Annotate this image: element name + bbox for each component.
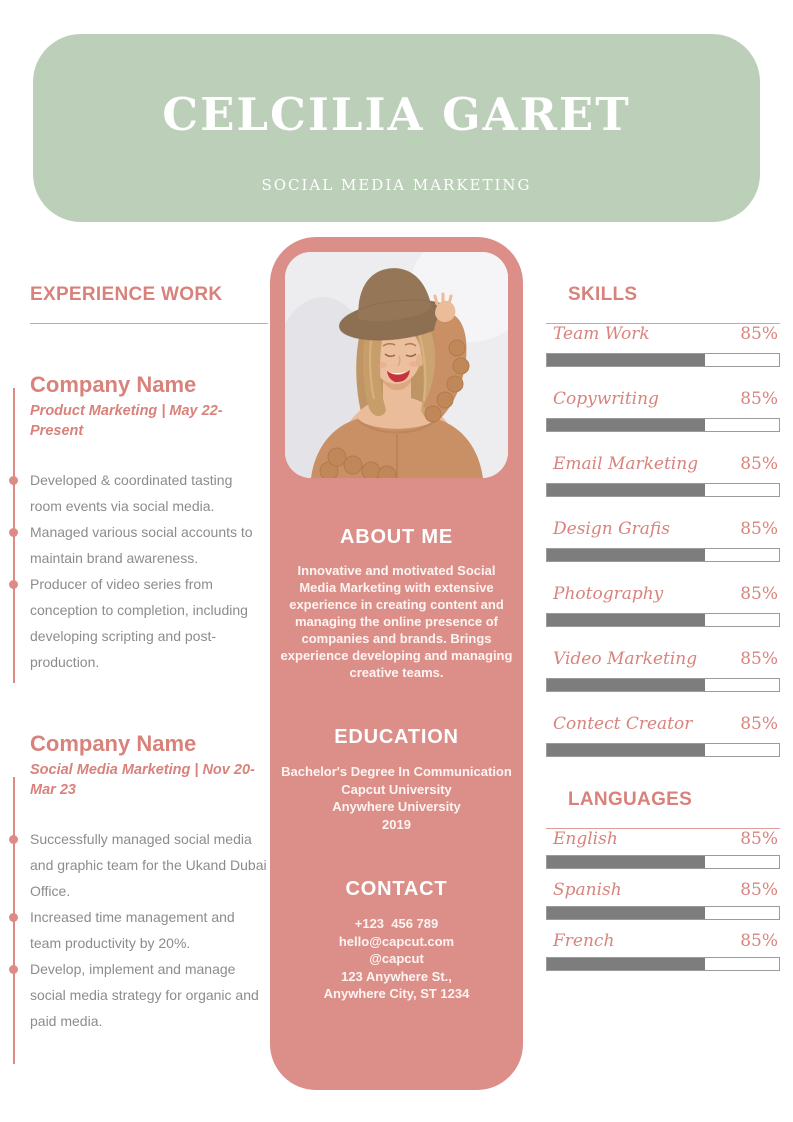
skill-item <box>546 454 780 497</box>
language-item <box>546 931 780 971</box>
skills-section <box>546 284 780 982</box>
language-bar <box>546 855 780 869</box>
language-item <box>546 880 780 920</box>
contact-email: hello@capcut.com <box>338 933 455 949</box>
skill-bar <box>546 743 780 757</box>
skill-name: Photography <box>553 584 664 604</box>
skill-bar <box>546 678 780 692</box>
job-role: Product Marketing | May 22-Present <box>30 403 223 439</box>
education-line: Anywhere University <box>332 799 461 814</box>
skill-name: Copywriting <box>553 389 659 409</box>
education-line: Bachelor's Degree In Communication <box>281 764 512 779</box>
language-bar-fill <box>547 856 705 868</box>
language-bar-fill <box>547 907 705 919</box>
language-item <box>546 829 780 869</box>
portrait-illustration <box>285 252 508 478</box>
skill-item <box>546 584 780 627</box>
language-bar-fill <box>547 958 705 970</box>
job-bullet-list <box>30 826 268 1034</box>
skill-percent: 85% <box>740 714 778 734</box>
education-details <box>278 763 515 833</box>
skill-bar-fill <box>547 614 705 626</box>
skill-bar-fill <box>547 744 705 756</box>
skill-name: Team Work <box>553 324 650 344</box>
contact-heading: CONTACT <box>345 878 448 900</box>
job-bullet: Increased time management and team productivity by 20%. <box>30 904 268 956</box>
language-bar <box>546 957 780 971</box>
job-bullet: Successfully managed social media and graphic team for the Ukand Dubai Office. <box>30 826 268 904</box>
skill-name: Email Marketing <box>553 454 699 474</box>
contact-details <box>278 915 515 1003</box>
person-job-title: SOCIAL MEDIA MARKETING <box>261 176 532 194</box>
skills-heading: SKILLS <box>568 284 638 305</box>
skill-name: Contect Creator <box>553 714 693 734</box>
skill-bar-fill <box>547 679 705 691</box>
contact-address-line2: Anywhere City, ST 1234 <box>323 986 470 1001</box>
language-name: Spanish <box>553 880 622 900</box>
skill-item <box>546 649 780 692</box>
skill-name: Design Grafis <box>553 519 670 539</box>
job-entry-2 <box>30 731 268 1034</box>
profile-panel <box>270 237 523 1090</box>
education-line: Capcut University <box>341 781 452 797</box>
about-text: Innovative and motivated Social Media Marketing with extensive experience in creating content and managing the online presence of companies and brands. Brings experience developing and managing creative teams. <box>280 563 513 680</box>
job-entry-1 <box>30 372 268 675</box>
languages-heading: LANGUAGES <box>568 789 693 810</box>
job-bullet: Producer of video series from conception to completion, including developing scripting and post-production. <box>30 571 268 675</box>
experience-divider <box>30 323 268 324</box>
skill-bar-fill <box>547 419 705 431</box>
company-name: Company Name <box>30 731 197 756</box>
contact-phone: +123 456 789 <box>354 916 439 931</box>
job-bullet: Develop, implement and manage social media strategy for organic and paid media. <box>30 956 268 1034</box>
skill-name: Video Marketing <box>553 649 698 669</box>
person-name: CELCILIA GARET <box>162 88 631 141</box>
contact-handle: @capcut <box>369 951 424 966</box>
skill-percent: 85% <box>740 649 778 669</box>
experience-section <box>30 284 268 1034</box>
experience-heading: EXPERIENCE WORK <box>30 284 223 305</box>
skill-bar <box>546 418 780 432</box>
education-line: 2019 <box>382 816 411 832</box>
language-percent: 85% <box>740 931 778 951</box>
company-name: Company Name <box>30 372 197 397</box>
contact-address-line1: 123 Anywhere St., <box>341 968 452 984</box>
skill-bar <box>546 353 780 367</box>
language-percent: 85% <box>740 829 778 849</box>
job-bullet-list <box>30 467 268 675</box>
skill-bar <box>546 483 780 497</box>
about-heading: ABOUT ME <box>339 526 454 548</box>
job-role: Social Media Marketing | Nov 20-Mar 23 <box>30 762 255 798</box>
skill-percent: 85% <box>740 454 778 474</box>
skill-percent: 85% <box>740 519 778 539</box>
skill-bar-fill <box>547 484 705 496</box>
language-name: English <box>553 829 618 849</box>
header-banner <box>33 34 760 222</box>
skill-bar <box>546 613 780 627</box>
skill-item <box>546 714 780 757</box>
skill-bar-fill <box>547 549 705 561</box>
skill-item <box>546 324 780 367</box>
skill-item <box>546 519 780 562</box>
skill-bar <box>546 548 780 562</box>
language-percent: 85% <box>740 880 778 900</box>
skill-bar-fill <box>547 354 705 366</box>
job-bullet: Developed & coordinated tasting room events via social media. <box>30 467 268 519</box>
language-name: French <box>553 931 615 951</box>
skill-percent: 85% <box>740 324 778 344</box>
skill-item <box>546 389 780 432</box>
job-bullet: Managed various social accounts to maintain brand awareness. <box>30 519 268 571</box>
education-heading: EDUCATION <box>334 726 459 748</box>
language-bar <box>546 906 780 920</box>
profile-photo <box>285 252 508 478</box>
skill-percent: 85% <box>740 584 778 604</box>
skill-percent: 85% <box>740 389 778 409</box>
